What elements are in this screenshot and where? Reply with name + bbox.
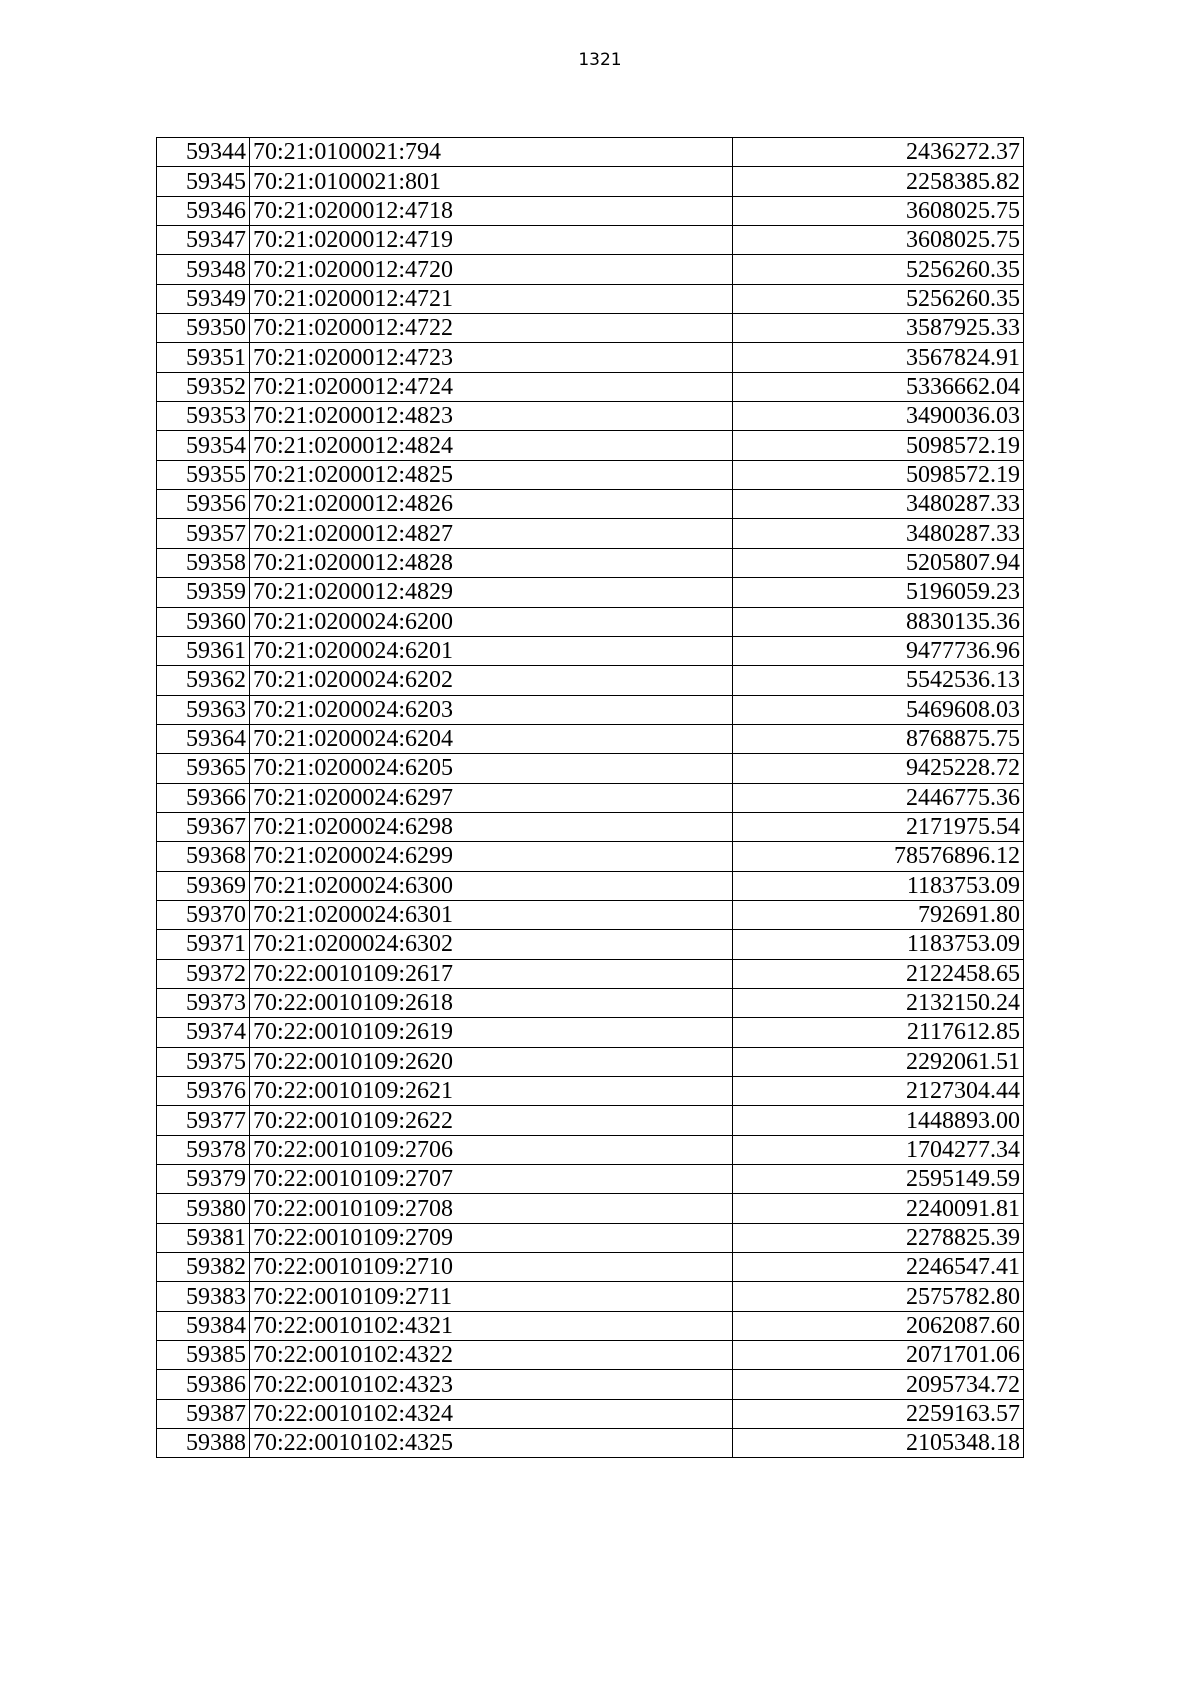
row-number-cell: 59387 (157, 1399, 250, 1428)
cadastral-number-cell: 70:22:0010109:2711 (250, 1282, 733, 1311)
value-cell: 5098572.19 (733, 431, 1024, 460)
value-cell: 2132150.24 (733, 988, 1024, 1017)
table-row (157, 548, 1024, 577)
table-row (157, 666, 1024, 695)
value-cell: 8830135.36 (733, 607, 1024, 636)
cadastral-number-cell: 70:22:0010109:2706 (250, 1135, 733, 1164)
row-number-cell: 59352 (157, 372, 250, 401)
cadastral-number-cell: 70:21:0200024:6299 (250, 842, 733, 871)
value-cell: 1183753.09 (733, 871, 1024, 900)
cadastral-number-cell: 70:22:0010109:2619 (250, 1018, 733, 1047)
cadastral-number-cell: 70:21:0200012:4826 (250, 490, 733, 519)
table-row (157, 1135, 1024, 1164)
cadastral-number-cell: 70:22:0010102:4322 (250, 1341, 733, 1370)
row-number-cell: 59373 (157, 988, 250, 1017)
row-number-cell: 59358 (157, 548, 250, 577)
table-row (157, 431, 1024, 460)
table-row (157, 1106, 1024, 1135)
value-cell: 1183753.09 (733, 930, 1024, 959)
table-row (157, 930, 1024, 959)
value-cell: 2117612.85 (733, 1018, 1024, 1047)
table-row (157, 1077, 1024, 1106)
cadastral-number-cell: 70:21:0100021:801 (250, 167, 733, 196)
row-number-cell: 59346 (157, 196, 250, 225)
table-row (157, 1429, 1024, 1458)
table-row (157, 519, 1024, 548)
table-row (157, 490, 1024, 519)
cadastral-number-cell: 70:21:0200012:4719 (250, 226, 733, 255)
table-row (157, 1194, 1024, 1223)
value-cell: 3480287.33 (733, 519, 1024, 548)
table-row (157, 578, 1024, 607)
cadastral-number-cell: 70:21:0200012:4829 (250, 578, 733, 607)
table-row (157, 1370, 1024, 1399)
cadastral-number-cell: 70:22:0010109:2710 (250, 1253, 733, 1282)
row-number-cell: 59380 (157, 1194, 250, 1223)
value-cell: 2258385.82 (733, 167, 1024, 196)
row-number-cell: 59386 (157, 1370, 250, 1399)
cadastral-number-cell: 70:21:0200024:6202 (250, 666, 733, 695)
value-cell: 8768875.75 (733, 724, 1024, 753)
row-number-cell: 59354 (157, 431, 250, 460)
cadastral-number-cell: 70:22:0010102:4325 (250, 1429, 733, 1458)
table-row (157, 871, 1024, 900)
cadastral-number-cell: 70:21:0200012:4724 (250, 372, 733, 401)
value-cell: 78576896.12 (733, 842, 1024, 871)
cadastral-number-cell: 70:22:0010109:2621 (250, 1077, 733, 1106)
row-number-cell: 59367 (157, 812, 250, 841)
table-row (157, 460, 1024, 489)
row-number-cell: 59356 (157, 490, 250, 519)
table-row (157, 138, 1024, 167)
cadastral-number-cell: 70:21:0200024:6300 (250, 871, 733, 900)
page-number: 1321 (578, 50, 622, 70)
cadastral-number-cell: 70:21:0200024:6302 (250, 930, 733, 959)
value-cell: 1448893.00 (733, 1106, 1024, 1135)
row-number-cell: 59347 (157, 226, 250, 255)
value-cell: 2446775.36 (733, 783, 1024, 812)
table-row (157, 812, 1024, 841)
table-row (157, 1253, 1024, 1282)
cadastral-number-cell: 70:22:0010109:2707 (250, 1165, 733, 1194)
table-row (157, 959, 1024, 988)
cadastral-number-cell: 70:21:0200024:6297 (250, 783, 733, 812)
value-cell: 5205807.94 (733, 548, 1024, 577)
cadastral-number-cell: 70:22:0010109:2618 (250, 988, 733, 1017)
row-number-cell: 59350 (157, 314, 250, 343)
cadastral-number-cell: 70:21:0200024:6204 (250, 724, 733, 753)
row-number-cell: 59362 (157, 666, 250, 695)
value-cell: 5256260.35 (733, 255, 1024, 284)
row-number-cell: 59344 (157, 138, 250, 167)
table-row (157, 695, 1024, 724)
row-number-cell: 59365 (157, 754, 250, 783)
cadastral-number-cell: 70:21:0200024:6205 (250, 754, 733, 783)
table-row (157, 196, 1024, 225)
value-cell: 2246547.41 (733, 1253, 1024, 1282)
value-cell: 2122458.65 (733, 959, 1024, 988)
cadastral-number-cell: 70:21:0200012:4720 (250, 255, 733, 284)
value-cell: 9425228.72 (733, 754, 1024, 783)
row-number-cell: 59375 (157, 1047, 250, 1076)
table-row (157, 226, 1024, 255)
row-number-cell: 59369 (157, 871, 250, 900)
row-number-cell: 59348 (157, 255, 250, 284)
value-cell: 2071701.06 (733, 1341, 1024, 1370)
row-number-cell: 59377 (157, 1106, 250, 1135)
value-cell: 3608025.75 (733, 196, 1024, 225)
cadastral-number-cell: 70:21:0200012:4827 (250, 519, 733, 548)
table-row (157, 1223, 1024, 1252)
value-cell: 3608025.75 (733, 226, 1024, 255)
row-number-cell: 59366 (157, 783, 250, 812)
value-cell: 3587925.33 (733, 314, 1024, 343)
table-row (157, 284, 1024, 313)
row-number-cell: 59381 (157, 1223, 250, 1252)
table-body (157, 138, 1024, 1458)
value-cell: 5336662.04 (733, 372, 1024, 401)
row-number-cell: 59378 (157, 1135, 250, 1164)
value-cell: 2292061.51 (733, 1047, 1024, 1076)
value-cell: 792691.80 (733, 900, 1024, 929)
table-row (157, 988, 1024, 1017)
row-number-cell: 59388 (157, 1429, 250, 1458)
value-cell: 1704277.34 (733, 1135, 1024, 1164)
value-cell: 3480287.33 (733, 490, 1024, 519)
cadastral-number-cell: 70:21:0200012:4828 (250, 548, 733, 577)
value-cell: 2105348.18 (733, 1429, 1024, 1458)
cadastral-number-cell: 70:22:0010102:4323 (250, 1370, 733, 1399)
cadastral-number-cell: 70:21:0200024:6200 (250, 607, 733, 636)
value-cell: 2171975.54 (733, 812, 1024, 841)
table-row (157, 343, 1024, 372)
value-cell: 5256260.35 (733, 284, 1024, 313)
table-row (157, 314, 1024, 343)
row-number-cell: 59384 (157, 1311, 250, 1340)
value-cell: 2095734.72 (733, 1370, 1024, 1399)
row-number-cell: 59374 (157, 1018, 250, 1047)
cadastral-number-cell: 70:21:0200012:4723 (250, 343, 733, 372)
row-number-cell: 59357 (157, 519, 250, 548)
table-row (157, 900, 1024, 929)
table-row (157, 1341, 1024, 1370)
value-cell: 5196059.23 (733, 578, 1024, 607)
table-row (157, 372, 1024, 401)
cadastral-number-cell: 70:22:0010102:4321 (250, 1311, 733, 1340)
cadastral-number-cell: 70:22:0010109:2709 (250, 1223, 733, 1252)
cadastral-number-cell: 70:21:0200024:6301 (250, 900, 733, 929)
row-number-cell: 59371 (157, 930, 250, 959)
table-row (157, 402, 1024, 431)
value-cell: 3567824.91 (733, 343, 1024, 372)
row-number-cell: 59383 (157, 1282, 250, 1311)
table-row (157, 754, 1024, 783)
table-row (157, 783, 1024, 812)
row-number-cell: 59353 (157, 402, 250, 431)
table-row (157, 1018, 1024, 1047)
cadastral-number-cell: 70:21:0200012:4718 (250, 196, 733, 225)
table-row (157, 636, 1024, 665)
value-cell: 5098572.19 (733, 460, 1024, 489)
cadastral-number-cell: 70:21:0200024:6203 (250, 695, 733, 724)
row-number-cell: 59351 (157, 343, 250, 372)
cadastral-number-cell: 70:21:0200012:4824 (250, 431, 733, 460)
row-number-cell: 59355 (157, 460, 250, 489)
cadastral-number-cell: 70:21:0200012:4721 (250, 284, 733, 313)
value-cell: 5469608.03 (733, 695, 1024, 724)
cadastral-number-cell: 70:21:0200024:6201 (250, 636, 733, 665)
row-number-cell: 59379 (157, 1165, 250, 1194)
row-number-cell: 59363 (157, 695, 250, 724)
value-cell: 9477736.96 (733, 636, 1024, 665)
cadastral-number-cell: 70:21:0200012:4722 (250, 314, 733, 343)
value-cell: 2575782.80 (733, 1282, 1024, 1311)
cadastral-number-cell: 70:21:0200012:4825 (250, 460, 733, 489)
row-number-cell: 59370 (157, 900, 250, 929)
row-number-cell: 59372 (157, 959, 250, 988)
cadastral-number-cell: 70:22:0010109:2617 (250, 959, 733, 988)
table-row (157, 1047, 1024, 1076)
table-row (157, 1165, 1024, 1194)
row-number-cell: 59376 (157, 1077, 250, 1106)
value-cell: 2278825.39 (733, 1223, 1024, 1252)
row-number-cell: 59382 (157, 1253, 250, 1282)
row-number-cell: 59364 (157, 724, 250, 753)
cadastral-number-cell: 70:22:0010109:2708 (250, 1194, 733, 1223)
table-row (157, 167, 1024, 196)
value-cell: 3490036.03 (733, 402, 1024, 431)
row-number-cell: 59349 (157, 284, 250, 313)
value-cell: 2595149.59 (733, 1165, 1024, 1194)
row-number-cell: 59385 (157, 1341, 250, 1370)
row-number-cell: 59359 (157, 578, 250, 607)
table-row (157, 1311, 1024, 1340)
value-cell: 2127304.44 (733, 1077, 1024, 1106)
table-row (157, 1282, 1024, 1311)
cadastral-number-cell: 70:22:0010102:4324 (250, 1399, 733, 1428)
row-number-cell: 59345 (157, 167, 250, 196)
row-number-cell: 59361 (157, 636, 250, 665)
cadastral-number-cell: 70:21:0100021:794 (250, 138, 733, 167)
data-table (156, 137, 1024, 1458)
value-cell: 2240091.81 (733, 1194, 1024, 1223)
cadastral-number-cell: 70:21:0200024:6298 (250, 812, 733, 841)
table-row (157, 724, 1024, 753)
cadastral-number-cell: 70:22:0010109:2622 (250, 1106, 733, 1135)
row-number-cell: 59368 (157, 842, 250, 871)
table-row (157, 255, 1024, 284)
table-row (157, 842, 1024, 871)
table-row (157, 1399, 1024, 1428)
cadastral-number-cell: 70:22:0010109:2620 (250, 1047, 733, 1076)
value-cell: 2259163.57 (733, 1399, 1024, 1428)
row-number-cell: 59360 (157, 607, 250, 636)
value-cell: 5542536.13 (733, 666, 1024, 695)
cadastral-number-cell: 70:21:0200012:4823 (250, 402, 733, 431)
value-cell: 2436272.37 (733, 138, 1024, 167)
value-cell: 2062087.60 (733, 1311, 1024, 1340)
table-row (157, 607, 1024, 636)
